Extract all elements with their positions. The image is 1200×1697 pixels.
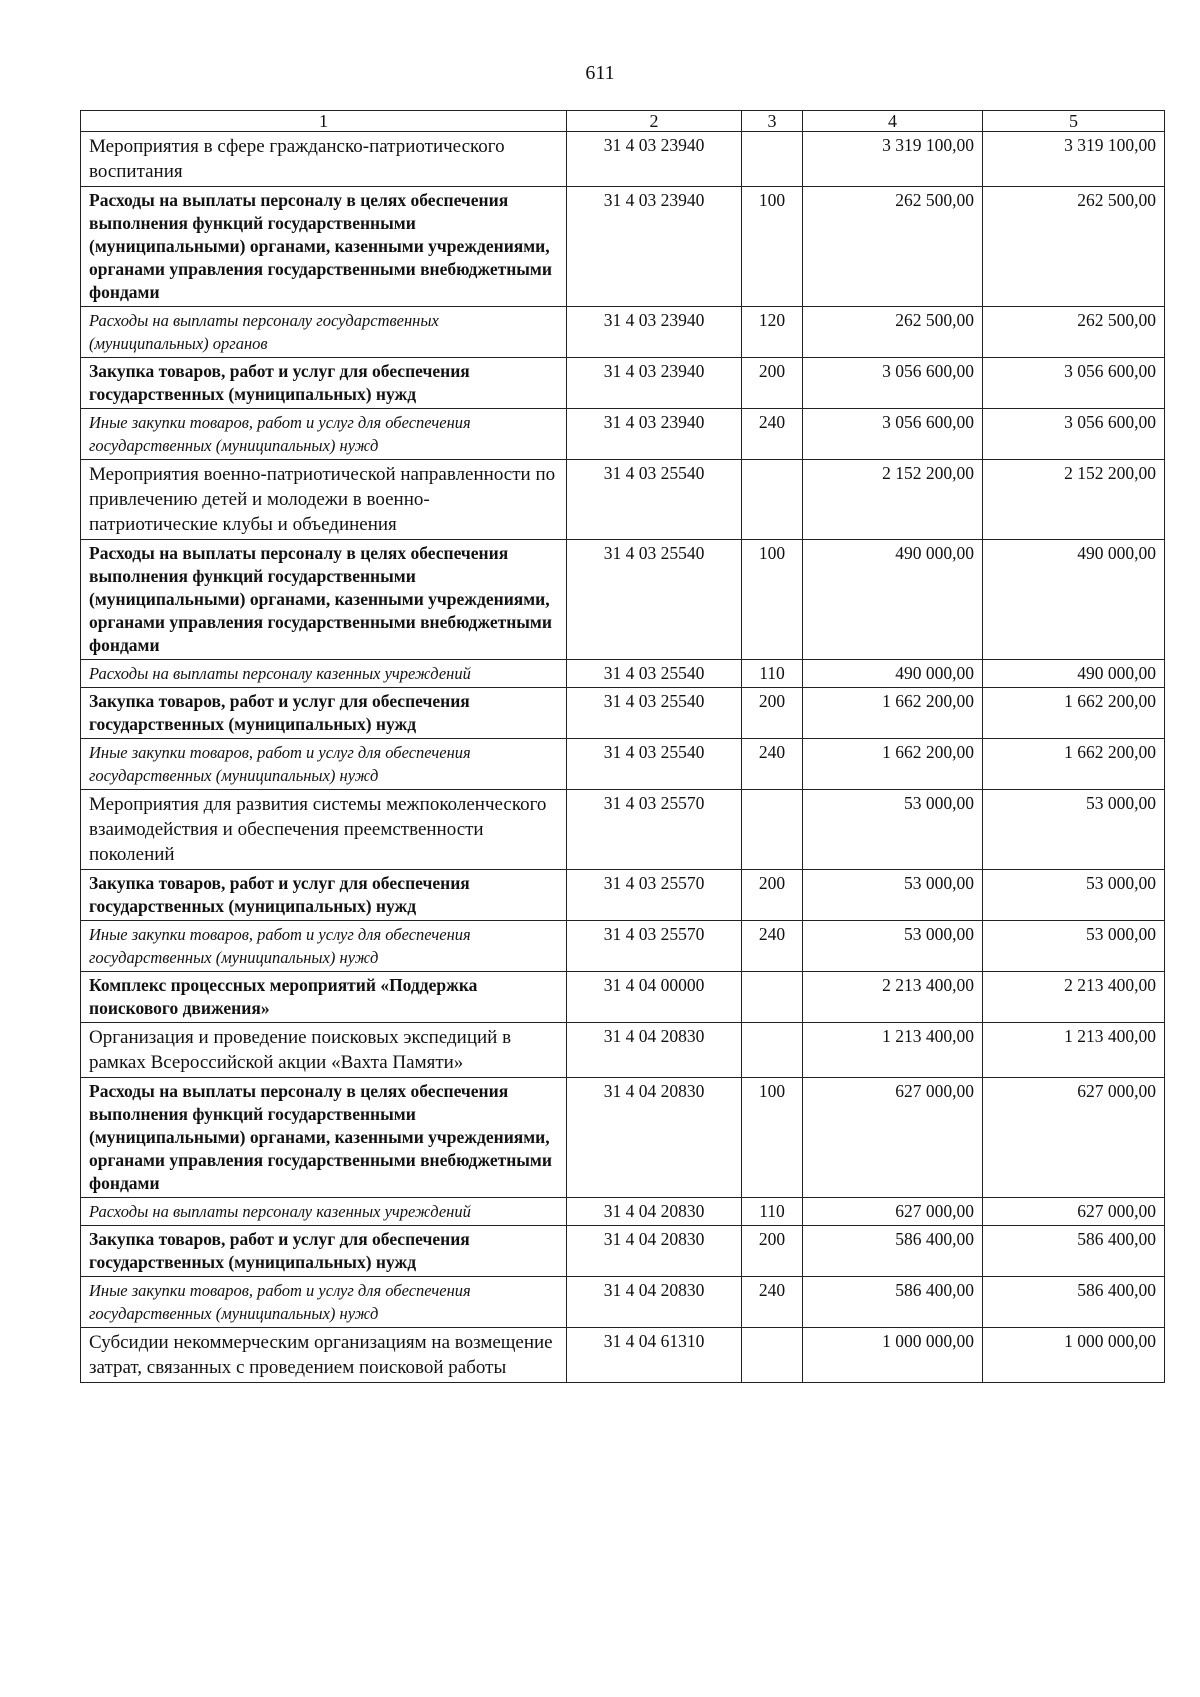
row-amount-col5-cell: 2 152 200,00: [983, 460, 1165, 540]
row-expense-type-cell: [742, 132, 803, 187]
row-amount-col5-cell: 490 000,00: [983, 540, 1165, 660]
row-amount-col5-cell: 1 662 200,00: [983, 739, 1165, 790]
row-name-cell: Иные закупки товаров, работ и услуг для обеспечения государственных (муниципальных) нужд: [81, 409, 567, 460]
row-amount-col4-cell: 586 400,00: [803, 1277, 983, 1328]
table-row: [81, 870, 1165, 921]
row-name-cell: Расходы на выплаты персоналу в целях обеспечения выполнения функций государственными (муниципальными) органами, казенными учреждениями, органами управления государственными внебюджетными фондами: [81, 1078, 567, 1198]
row-name-cell: Расходы на выплаты персоналу казенных учреждений: [81, 660, 567, 688]
row-amount-col4-cell: 627 000,00: [803, 1078, 983, 1198]
row-name-cell: Организация и проведение поисковых экспедиций в рамках Всероссийской акции «Вахта Памяти»: [81, 1023, 567, 1078]
row-amount-col4-cell: 1 662 200,00: [803, 688, 983, 739]
table-row: [81, 1226, 1165, 1277]
table-row: [81, 409, 1165, 460]
row-name-cell: Закупка товаров, работ и услуг для обеспечения государственных (муниципальных) нужд: [81, 358, 567, 409]
row-amount-col5-cell: 262 500,00: [983, 187, 1165, 307]
row-name-cell: Иные закупки товаров, работ и услуг для обеспечения государственных (муниципальных) нужд: [81, 1277, 567, 1328]
table-row: [81, 307, 1165, 358]
row-amount-col5-cell: 1 213 400,00: [983, 1023, 1165, 1078]
row-name-cell: Расходы на выплаты персоналу в целях обеспечения выполнения функций государственными (муниципальными) органами, казенными учреждениями, органами управления государственными внебюджетными фондами: [81, 540, 567, 660]
row-amount-col5-cell: 586 400,00: [983, 1226, 1165, 1277]
row-amount-col5-cell: 2 213 400,00: [983, 972, 1165, 1023]
row-code-cell: 31 4 04 61310: [567, 1328, 742, 1383]
row-name-cell: Закупка товаров, работ и услуг для обеспечения государственных (муниципальных) нужд: [81, 870, 567, 921]
table-row: [81, 1198, 1165, 1226]
row-expense-type-cell: 120: [742, 307, 803, 358]
row-amount-col5-cell: 1 000 000,00: [983, 1328, 1165, 1383]
row-expense-type-cell: [742, 1328, 803, 1383]
row-amount-col5-cell: 627 000,00: [983, 1078, 1165, 1198]
row-name-cell: Мероприятия для развития системы межпоколенческого взаимодействия и обеспечения преемственности поколений: [81, 790, 567, 870]
row-code-cell: 31 4 03 25540: [567, 739, 742, 790]
row-amount-col5-cell: 53 000,00: [983, 870, 1165, 921]
table-row: [81, 358, 1165, 409]
row-amount-col4-cell: 262 500,00: [803, 187, 983, 307]
budget-table: [80, 110, 1165, 1383]
row-expense-type-cell: 200: [742, 870, 803, 921]
row-expense-type-cell: [742, 1023, 803, 1078]
table-row: [81, 660, 1165, 688]
row-expense-type-cell: 100: [742, 1078, 803, 1198]
row-amount-col5-cell: 3 056 600,00: [983, 409, 1165, 460]
table-row: [81, 187, 1165, 307]
row-code-cell: 31 4 03 25540: [567, 540, 742, 660]
row-code-cell: 31 4 03 25570: [567, 870, 742, 921]
row-name-cell: Комплекс процессных мероприятий «Поддержка поискового движения»: [81, 972, 567, 1023]
row-amount-col5-cell: 262 500,00: [983, 307, 1165, 358]
row-amount-col5-cell: 53 000,00: [983, 921, 1165, 972]
row-name-cell: Иные закупки товаров, работ и услуг для обеспечения государственных (муниципальных) нужд: [81, 739, 567, 790]
column-header-3: 3: [742, 111, 803, 132]
row-amount-col4-cell: 53 000,00: [803, 870, 983, 921]
row-amount-col4-cell: 1 213 400,00: [803, 1023, 983, 1078]
column-header-2: 2: [567, 111, 742, 132]
row-code-cell: 31 4 03 23940: [567, 358, 742, 409]
row-code-cell: 31 4 03 23940: [567, 307, 742, 358]
table-row: [81, 1023, 1165, 1078]
row-expense-type-cell: 200: [742, 688, 803, 739]
row-code-cell: 31 4 03 25540: [567, 688, 742, 739]
row-expense-type-cell: 200: [742, 358, 803, 409]
row-expense-type-cell: 200: [742, 1226, 803, 1277]
row-code-cell: 31 4 04 20830: [567, 1078, 742, 1198]
table-body: [81, 132, 1165, 1383]
row-name-cell: Расходы на выплаты персоналу в целях обеспечения выполнения функций государственными (муниципальными) органами, казенными учреждениями, органами управления государственными внебюджетными фондами: [81, 187, 567, 307]
column-header-5: 5: [983, 111, 1165, 132]
table-row: [81, 972, 1165, 1023]
row-expense-type-cell: 240: [742, 1277, 803, 1328]
row-amount-col5-cell: 627 000,00: [983, 1198, 1165, 1226]
row-expense-type-cell: [742, 972, 803, 1023]
table-row: [81, 739, 1165, 790]
row-amount-col5-cell: 586 400,00: [983, 1277, 1165, 1328]
row-expense-type-cell: 110: [742, 660, 803, 688]
table-row: [81, 1277, 1165, 1328]
column-header-4: 4: [803, 111, 983, 132]
table-row: [81, 460, 1165, 540]
row-code-cell: 31 4 03 25570: [567, 790, 742, 870]
row-amount-col4-cell: 490 000,00: [803, 660, 983, 688]
table-row: [81, 921, 1165, 972]
row-name-cell: Мероприятия военно-патриотической направленности по привлечению детей и молодежи в военно-патриотические клубы и объединения: [81, 460, 567, 540]
row-code-cell: 31 4 03 25540: [567, 660, 742, 688]
row-amount-col4-cell: 586 400,00: [803, 1226, 983, 1277]
row-expense-type-cell: 100: [742, 540, 803, 660]
row-expense-type-cell: [742, 460, 803, 540]
table-row: [81, 540, 1165, 660]
table-row: [81, 688, 1165, 739]
row-code-cell: 31 4 03 25540: [567, 460, 742, 540]
row-code-cell: 31 4 04 20830: [567, 1198, 742, 1226]
row-expense-type-cell: 100: [742, 187, 803, 307]
row-amount-col4-cell: 2 213 400,00: [803, 972, 983, 1023]
row-code-cell: 31 4 04 00000: [567, 972, 742, 1023]
row-amount-col4-cell: 490 000,00: [803, 540, 983, 660]
row-amount-col4-cell: 262 500,00: [803, 307, 983, 358]
row-amount-col4-cell: 1 000 000,00: [803, 1328, 983, 1383]
row-expense-type-cell: 240: [742, 739, 803, 790]
table-row: [81, 1078, 1165, 1198]
row-amount-col4-cell: 627 000,00: [803, 1198, 983, 1226]
row-name-cell: Расходы на выплаты персоналу казенных учреждений: [81, 1198, 567, 1226]
row-code-cell: 31 4 03 23940: [567, 132, 742, 187]
row-expense-type-cell: 240: [742, 921, 803, 972]
header-row: [81, 111, 1165, 132]
row-expense-type-cell: 240: [742, 409, 803, 460]
row-name-cell: Закупка товаров, работ и услуг для обеспечения государственных (муниципальных) нужд: [81, 688, 567, 739]
table-row: [81, 1328, 1165, 1383]
row-amount-col4-cell: 53 000,00: [803, 921, 983, 972]
row-amount-col5-cell: 53 000,00: [983, 790, 1165, 870]
row-amount-col5-cell: 490 000,00: [983, 660, 1165, 688]
row-amount-col5-cell: 1 662 200,00: [983, 688, 1165, 739]
table-row: [81, 132, 1165, 187]
row-amount-col5-cell: 3 319 100,00: [983, 132, 1165, 187]
row-amount-col4-cell: 3 056 600,00: [803, 409, 983, 460]
row-name-cell: Иные закупки товаров, работ и услуг для обеспечения государственных (муниципальных) нужд: [81, 921, 567, 972]
row-name-cell: Расходы на выплаты персоналу государственных (муниципальных) органов: [81, 307, 567, 358]
table-row: [81, 790, 1165, 870]
row-name-cell: Субсидии некоммерческим организациям на возмещение затрат, связанных с проведением поисковой работы: [81, 1328, 567, 1383]
row-amount-col4-cell: 53 000,00: [803, 790, 983, 870]
row-amount-col4-cell: 3 319 100,00: [803, 132, 983, 187]
column-header-1: 1: [81, 111, 567, 132]
row-code-cell: 31 4 04 20830: [567, 1226, 742, 1277]
row-amount-col4-cell: 3 056 600,00: [803, 358, 983, 409]
row-amount-col4-cell: 2 152 200,00: [803, 460, 983, 540]
row-code-cell: 31 4 03 23940: [567, 409, 742, 460]
row-code-cell: 31 4 04 20830: [567, 1277, 742, 1328]
row-amount-col5-cell: 3 056 600,00: [983, 358, 1165, 409]
row-name-cell: Закупка товаров, работ и услуг для обеспечения государственных (муниципальных) нужд: [81, 1226, 567, 1277]
table-header: [81, 111, 1165, 132]
row-code-cell: 31 4 04 20830: [567, 1023, 742, 1078]
row-code-cell: 31 4 03 25570: [567, 921, 742, 972]
row-amount-col4-cell: 1 662 200,00: [803, 739, 983, 790]
row-expense-type-cell: [742, 790, 803, 870]
page-number: 611: [585, 62, 615, 84]
row-expense-type-cell: 110: [742, 1198, 803, 1226]
row-name-cell: Мероприятия в сфере гражданско-патриотического воспитания: [81, 132, 567, 187]
row-code-cell: 31 4 03 23940: [567, 187, 742, 307]
